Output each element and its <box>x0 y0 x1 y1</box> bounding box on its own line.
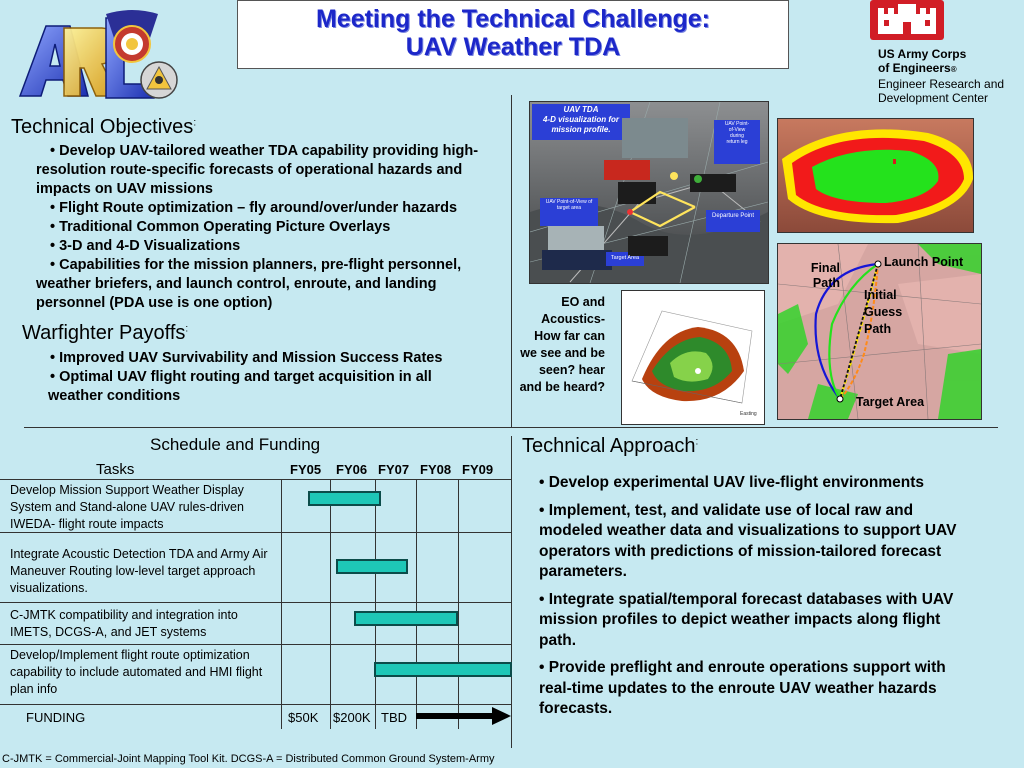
uav-pov-4: return leg <box>726 139 748 145</box>
payoffs-item-text: Improved UAV Survivability and Mission Success Rates <box>59 350 443 366</box>
vertical-divider-upper <box>511 95 512 428</box>
objectives-heading <box>11 116 196 139</box>
gantt-bar <box>374 662 512 677</box>
usace-name-2: of Engineers <box>878 61 951 75</box>
fy-label: FY06 <box>336 462 368 477</box>
footnote: C-JMTK = Commercial-Joint Mapping Tool Kit. DCGS-A = Distributed Common Ground System-Army <box>2 753 495 765</box>
uav-departure-caption: Departure Point <box>711 213 755 219</box>
uav-4d-visualization-image <box>529 101 769 284</box>
funding-label: FUNDING <box>26 710 86 725</box>
title-line-2: UAV Weather TDA <box>405 33 621 61</box>
table-line <box>0 704 512 705</box>
objectives-list <box>36 142 491 313</box>
objectives-item: • Capabilities for the mission planners, pre-flight personnel, weather briefers, and launch control, enroute, and landing personnel (PDA use is one option) <box>36 257 462 311</box>
fy-label: FY05 <box>290 462 322 477</box>
route-launch-label: Launch Point <box>884 255 964 269</box>
uav-pov-caption <box>716 121 758 145</box>
tasks-header: Tasks <box>96 461 135 478</box>
uav-target-caption: Target Area <box>610 255 640 261</box>
gantt-bar <box>354 611 459 626</box>
uav-image-caption-1: UAV TDA <box>563 105 599 114</box>
objectives-heading-text: Technical Objectives <box>11 116 194 138</box>
table-line <box>0 479 512 480</box>
usace-sub-1: Engineer Research and <box>878 77 1005 91</box>
table-vline <box>416 479 417 729</box>
route-target-label: Target Area <box>856 395 925 409</box>
route-initial-label: Initial Guess Path <box>864 288 903 336</box>
task-label: Develop Mission Support Weather Display System and Stand-alone UAV rules-driven IWEDA- flight route impacts <box>10 483 244 531</box>
usace-sub-2: Development Center <box>878 91 989 105</box>
objectives-item: • Develop UAV-tailored weather TDA capability providing high-resolution route-specific forecasts of operational hazards and impacts on UAV missions <box>36 143 479 197</box>
funding-fy06: $200K <box>333 710 371 725</box>
table-vline <box>281 479 282 729</box>
task-label: Integrate Acoustic Detection TDA and Army Air Maneuver Routing low-level target approach visualizations. <box>10 547 268 595</box>
uav-pov-2: of-View <box>728 127 746 133</box>
table-vline <box>458 479 459 729</box>
objectives-item: • 3-D and 4-D Visualizations <box>50 238 241 254</box>
terrain-3d-plot-image <box>621 290 765 425</box>
approach-heading-text: Technical Approach <box>522 435 696 457</box>
arl-logo <box>6 4 182 108</box>
table-line <box>0 602 512 603</box>
payoffs-colon: : <box>185 323 189 335</box>
objectives-item: • Traditional Common Operating Picture Overlays <box>50 219 391 235</box>
objectives-item-text: Capabilities for the mission planners, pre-flight personnel, weather briefers, and launch control, enroute, and landing personnel (PDA use is one option) <box>36 257 462 311</box>
approach-list <box>539 473 979 720</box>
uav-target-pov-caption: UAV Point-of-View of target area <box>545 199 593 211</box>
objectives-item-text: Traditional Common Operating Picture Overlays <box>59 219 391 235</box>
title-line-1: Meeting the Technical Challenge: <box>315 5 711 33</box>
approach-item: • Provide preflight and enroute operations support with real-time updates to the enroute UAV weather hazards forecasts. <box>539 659 946 717</box>
approach-colon: : <box>695 436 699 448</box>
objectives-item-text: 3-D and 4-D Visualizations <box>59 238 241 254</box>
payoffs-item: • Optimal UAV flight routing and target acquisition in all weather conditions <box>48 369 432 404</box>
objectives-item-text: Develop UAV-tailored weather TDA capability providing high-resolution route-specific forecasts of operational hazards and impacts on UAV missions <box>36 143 479 197</box>
funding-fy05: $50K <box>288 710 319 725</box>
fy-label: FY07 <box>378 462 410 477</box>
table-vline <box>375 479 376 729</box>
task-label: C-JMTK compatibility and integration into IMETS, DCGS-A, and JET systems <box>10 608 238 639</box>
payoffs-heading <box>22 322 188 345</box>
task-label: Develop/Implement flight route optimization capability to include automated and HMI flight plan info <box>10 648 263 696</box>
usace-text <box>878 47 1004 105</box>
uav-image-caption-3: mission profile. <box>551 125 611 134</box>
vertical-divider-lower <box>511 436 512 748</box>
gantt-bar <box>308 491 381 506</box>
funding-arrow <box>416 706 512 726</box>
objectives-item-text: Flight Route optimization – fly around/over/under hazards <box>59 200 458 216</box>
fy-label: FY09 <box>462 462 494 477</box>
approach-item: • Integrate spatial/temporal forecast databases with UAV mission profiles to depict weather impacts along flight path. <box>539 590 954 649</box>
horizontal-divider <box>24 427 998 428</box>
uav-image-caption <box>534 105 628 135</box>
objectives-item: • Flight Route optimization – fly around/over/under hazards <box>50 200 458 216</box>
objectives-colon: : <box>193 117 197 129</box>
table-line <box>0 644 512 645</box>
approach-item: • Implement, test, and validate use of local raw and modeled weather data and visualizations to support UAV operators with predictions of mission-tailored forecast parameters. <box>539 501 957 580</box>
uav-pov-1: UAV Point- <box>724 121 750 127</box>
schedule-heading: Schedule and Funding <box>150 435 321 454</box>
route-map-image <box>777 243 982 420</box>
uav-pov-3: during <box>730 133 744 139</box>
registered-mark: ® <box>950 65 957 74</box>
svg-text:Easting: Easting <box>740 411 757 417</box>
approach-heading <box>522 435 698 458</box>
weather-impact-3d-image <box>777 118 974 233</box>
usace-name-1: US Army Corps <box>878 47 967 61</box>
route-final-label: Final Path <box>810 261 840 290</box>
eo-caption: EO and Acoustics- How far can we see and be seen? hear and be heard? <box>519 295 605 394</box>
uav-image-caption-2: 4-D visualization for <box>542 115 619 124</box>
title-box <box>237 0 789 69</box>
approach-item: • Develop experimental UAV live-flight environments <box>539 474 924 491</box>
payoffs-item: • Improved UAV Survivability and Mission Success Rates <box>50 350 443 366</box>
table-vline <box>330 479 331 729</box>
payoffs-item-text: Optimal UAV flight routing and target acquisition in all weather conditions <box>48 369 432 404</box>
funding-fy07: TBD <box>381 710 407 725</box>
usace-castle-logo <box>870 0 944 40</box>
fy-label: FY08 <box>420 462 452 477</box>
payoffs-list <box>36 349 476 406</box>
payoffs-heading-text: Warfighter Payoffs <box>22 322 186 344</box>
gantt-bar <box>336 559 409 574</box>
